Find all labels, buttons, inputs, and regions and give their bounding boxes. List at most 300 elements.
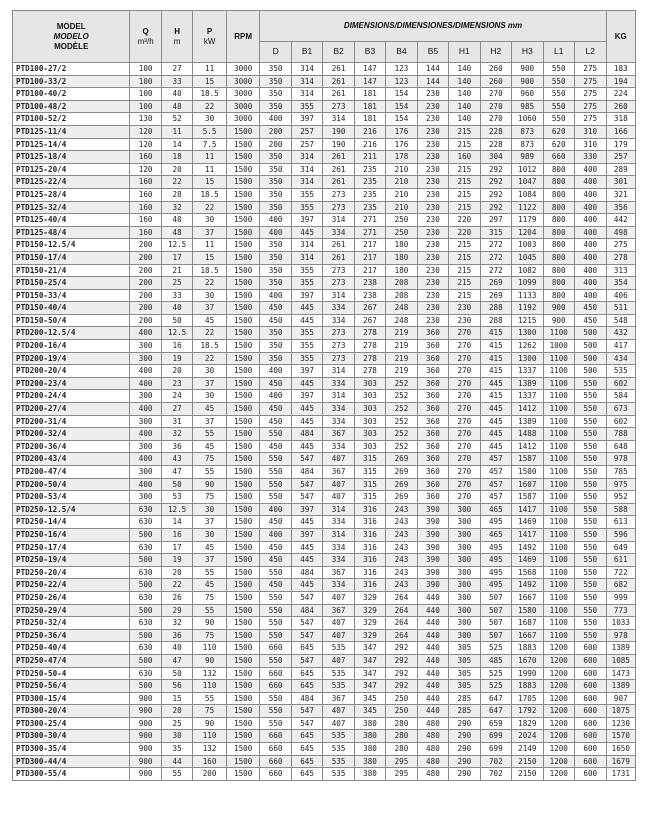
value-cell: 415 [480,340,511,353]
value-cell: 407 [323,705,354,718]
value-cell: 1412 [512,440,543,453]
value-cell: 30 [193,289,227,302]
value-cell: 1500 [226,188,260,201]
value-cell: 500 [130,604,161,617]
value-cell: 397 [291,390,322,403]
value-cell: 110 [193,680,227,693]
value-cell: 269 [386,478,417,491]
value-cell: 507 [480,629,511,642]
value-cell: 407 [323,491,354,504]
value-cell: 200 [130,302,161,315]
value-cell: 1500 [226,629,260,642]
value-cell: 547 [291,491,322,504]
value-cell: 1500 [226,642,260,655]
value-cell: 547 [291,591,322,604]
value-cell: 210 [386,201,417,214]
value-cell: 219 [386,352,417,365]
value-cell: 140 [449,113,480,126]
value-cell: 37 [193,226,227,239]
value-cell: 219 [386,340,417,353]
table-row [13,491,636,504]
value-cell: 32 [161,617,192,630]
value-cell: 400 [574,264,606,277]
value-cell: 360 [417,403,448,416]
value-cell: 400 [130,453,161,466]
value-cell: 550 [574,478,606,491]
value-cell: 305 [449,642,480,655]
value-cell: 110 [193,642,227,655]
model-cell: PTD150-21/4 [13,264,130,277]
value-cell: 1100 [543,554,574,567]
value-cell: 457 [480,491,511,504]
value-cell: 600 [574,705,606,718]
value-cell: 360 [417,415,448,428]
model-cell: PTD300-30/4 [13,730,130,743]
model-cell: PTD250-56/4 [13,680,130,693]
table-row [13,100,636,113]
value-cell: 550 [260,428,291,441]
model-cell: PTD150-17/4 [13,251,130,264]
value-cell: 15 [193,251,227,264]
value-cell: 230 [417,277,448,290]
value-cell: 270 [449,491,480,504]
value-cell: 216 [354,138,385,151]
value-cell: 215 [449,125,480,138]
value-cell: 228 [480,138,511,151]
model-cell: PTD100-27/2 [13,63,130,76]
value-cell: 290 [449,755,480,768]
value-cell: 400 [130,403,161,416]
value-cell: 180 [386,239,417,252]
value-cell: 1990 [512,667,543,680]
value-cell: 160 [130,201,161,214]
value-cell: 261 [323,151,354,164]
value-cell: 500 [574,340,606,353]
value-cell: 1500 [226,705,260,718]
value-cell: 900 [130,730,161,743]
value-cell: 480 [417,730,448,743]
value-cell: 500 [130,680,161,693]
value-cell: 350 [260,100,291,113]
value-cell: 314 [323,390,354,403]
model-cell: PTD150-33/4 [13,289,130,302]
value-cell: 367 [323,692,354,705]
value-cell: 1500 [226,138,260,151]
value-cell: 261 [323,63,354,76]
value-cell: 22 [193,277,227,290]
value-cell: 1100 [543,629,574,642]
value-cell: 304 [480,151,511,164]
value-cell: 230 [449,302,480,315]
value-cell: 278 [354,340,385,353]
value-cell: 535 [323,768,354,781]
table-row [13,314,636,327]
table-row [13,453,636,466]
value-cell: 55 [193,466,227,479]
value-cell: 440 [417,604,448,617]
model-cell: PTD100-33/2 [13,75,130,88]
value-cell: 699 [480,730,511,743]
value-cell: 445 [291,377,322,390]
value-cell: 495 [480,554,511,567]
value-cell: 500 [574,352,606,365]
value-cell: 450 [260,516,291,529]
value-cell: 314 [323,214,354,227]
value-cell: 75 [193,491,227,504]
power-header [193,11,227,63]
value-cell: 1500 [226,755,260,768]
value-cell: 2150 [512,755,543,768]
value-cell: 400 [260,289,291,302]
value-cell: 303 [354,415,385,428]
value-cell: 367 [323,604,354,617]
model-cell: PTD150-25/4 [13,277,130,290]
value-cell: 32 [161,428,192,441]
value-cell: 316 [354,516,385,529]
value-cell: 1488 [512,428,543,441]
value-cell: 722 [606,566,635,579]
value-cell: 230 [417,226,448,239]
value-cell: 347 [354,642,385,655]
value-cell: 17 [161,251,192,264]
dimension-col-header: D [260,42,291,63]
value-cell: 1829 [512,717,543,730]
value-cell: 243 [386,541,417,554]
value-cell: 316 [354,579,385,592]
value-cell: 355 [291,100,322,113]
model-cell: PTD100-40/2 [13,88,130,101]
value-cell: 500 [130,654,161,667]
value-cell: 1100 [543,440,574,453]
value-cell: 238 [354,277,385,290]
value-cell: 313 [606,264,635,277]
value-cell: 400 [260,503,291,516]
value-cell: 900 [543,314,574,327]
value-cell: 7.5 [193,138,227,151]
value-cell: 584 [606,390,635,403]
value-cell: 445 [480,415,511,428]
value-cell: 32 [161,201,192,214]
value-cell: 900 [130,768,161,781]
value-cell: 407 [323,478,354,491]
value-cell: 660 [260,730,291,743]
value-cell: 550 [543,113,574,126]
value-cell: 295 [386,768,417,781]
value-cell: 270 [449,377,480,390]
table-row [13,528,636,541]
value-cell: 120 [130,163,161,176]
value-cell: 390 [417,566,448,579]
value-cell: 1122 [512,201,543,214]
value-cell: 235 [354,176,385,189]
value-cell: 1300 [512,352,543,365]
value-cell: 243 [386,554,417,567]
table-row [13,541,636,554]
value-cell: 220 [449,214,480,227]
dimension-col-header: L2 [574,42,606,63]
value-cell: 800 [543,163,574,176]
value-cell: 434 [606,352,635,365]
value-cell: 800 [543,277,574,290]
model-cell: PTD200-12.5/4 [13,327,130,340]
value-cell: 484 [291,566,322,579]
value-cell: 272 [480,239,511,252]
value-cell: 123 [386,63,417,76]
table-row [13,654,636,667]
table-row [13,188,636,201]
value-cell: 230 [417,201,448,214]
model-cell: PTD250-16/4 [13,528,130,541]
value-cell: 630 [130,667,161,680]
value-cell: 264 [386,604,417,617]
value-cell: 1200 [543,755,574,768]
value-cell: 550 [260,566,291,579]
value-cell: 367 [323,428,354,441]
value-cell: 702 [480,755,511,768]
dimension-col-header: L1 [543,42,574,63]
value-cell: 43 [161,453,192,466]
value-cell: 271 [354,214,385,227]
value-cell: 900 [130,755,161,768]
model-cell: PTD200-23/4 [13,377,130,390]
value-cell: 1500 [226,327,260,340]
model-cell: PTD125-28/4 [13,188,130,201]
table-row [13,440,636,453]
value-cell: 1500 [226,415,260,428]
value-cell: 450 [260,440,291,453]
model-cell: PTD125-40/4 [13,214,130,227]
value-cell: 75 [193,705,227,718]
value-cell: 440 [417,705,448,718]
value-cell: 500 [574,365,606,378]
value-cell: 15 [161,692,192,705]
value-cell: 645 [291,680,322,693]
value-cell: 360 [417,327,448,340]
value-cell: 1337 [512,390,543,403]
value-cell: 450 [574,314,606,327]
value-cell: 550 [543,75,574,88]
value-cell: 178 [386,151,417,164]
value-cell: 190 [323,125,354,138]
value-cell: 314 [291,239,322,252]
model-cell: PTD250-19/4 [13,554,130,567]
value-cell: 1670 [512,654,543,667]
dimensions-header [260,11,606,42]
value-cell: 252 [386,428,417,441]
value-cell: 300 [130,340,161,353]
value-cell: 550 [574,377,606,390]
value-cell: 90 [193,478,227,491]
value-cell: 314 [323,113,354,126]
value-cell: 952 [606,491,635,504]
value-cell: 1500 [226,491,260,504]
value-cell: 22 [161,176,192,189]
value-cell: 1075 [606,705,635,718]
table-row [13,352,636,365]
value-cell: 3000 [226,100,260,113]
value-cell: 800 [543,289,574,302]
model-cell: PTD250-40/4 [13,642,130,655]
value-cell: 660 [260,680,291,693]
value-cell: 75 [193,591,227,604]
value-cell: 550 [260,466,291,479]
value-cell: 275 [574,88,606,101]
model-cell: PTD250-12.5/4 [13,503,130,516]
value-cell: 1047 [512,176,543,189]
value-cell: 1500 [226,151,260,164]
value-cell: 450 [260,579,291,592]
value-cell: 11 [193,239,227,252]
value-cell: 36 [161,440,192,453]
model-cell: PTD250-26/4 [13,591,130,604]
value-cell: 432 [606,327,635,340]
value-cell: 355 [291,340,322,353]
value-cell: 550 [260,717,291,730]
value-cell: 18.5 [193,88,227,101]
value-cell: 1100 [543,352,574,365]
table-row [13,403,636,416]
model-cell: PTD125-22/4 [13,176,130,189]
value-cell: 457 [480,466,511,479]
value-cell: 1500 [226,125,260,138]
value-cell: 630 [130,617,161,630]
value-cell: 484 [291,692,322,705]
value-cell: 30 [161,730,192,743]
value-cell: 181 [354,113,385,126]
model-header-es: MODELO [53,31,89,41]
value-cell: 18.5 [193,264,227,277]
table-row [13,768,636,781]
value-cell: 1389 [512,415,543,428]
value-cell: 407 [323,453,354,466]
table-row [13,692,636,705]
value-cell: 27 [161,63,192,76]
value-cell: 290 [449,730,480,743]
value-cell: 290 [449,743,480,756]
value-cell: 44 [161,755,192,768]
value-cell: 1100 [543,390,574,403]
value-cell: 407 [323,591,354,604]
value-cell: 356 [606,201,635,214]
value-cell: 55 [193,604,227,617]
value-cell: 390 [417,528,448,541]
value-cell: 500 [130,629,161,642]
value-cell: 160 [130,176,161,189]
value-cell: 1667 [512,629,543,642]
value-cell: 19 [161,554,192,567]
value-cell: 648 [606,440,635,453]
table-row [13,289,636,302]
value-cell: 33 [161,75,192,88]
value-cell: 1500 [226,680,260,693]
value-cell: 550 [574,528,606,541]
value-cell: 215 [449,176,480,189]
value-cell: 292 [386,642,417,655]
value-cell: 1000 [543,340,574,353]
value-cell: 90 [193,654,227,667]
value-cell: 1012 [512,163,543,176]
table-row [13,591,636,604]
value-cell: 1500 [226,466,260,479]
value-cell: 160 [449,151,480,164]
value-cell: 285 [449,705,480,718]
value-cell: 442 [606,214,635,227]
value-cell: 550 [574,491,606,504]
model-cell: PTD200-47/4 [13,466,130,479]
table-row [13,680,636,693]
value-cell: 300 [130,415,161,428]
value-cell: 900 [130,717,161,730]
value-cell: 1100 [543,415,574,428]
value-cell: 300 [449,604,480,617]
value-cell: 315 [354,453,385,466]
table-row [13,503,636,516]
model-cell: PTD250-32/4 [13,617,130,630]
value-cell: 273 [323,340,354,353]
model-cell: PTD150-50/4 [13,314,130,327]
model-cell: PTD200-32/4 [13,428,130,441]
value-cell: 278 [354,352,385,365]
value-cell: 400 [130,377,161,390]
value-cell: 800 [543,251,574,264]
value-cell: 1500 [226,214,260,227]
head-header-unit: m [173,36,181,46]
value-cell: 360 [417,340,448,353]
model-cell: PTD125-18/4 [13,151,130,164]
table-row [13,88,636,101]
table-row [13,340,636,353]
value-cell: 1500 [226,743,260,756]
value-cell: 215 [449,138,480,151]
model-cell: PTD300-15/4 [13,692,130,705]
value-cell: 208 [386,289,417,302]
value-cell: 1500 [226,403,260,416]
value-cell: 160 [130,151,161,164]
value-cell: 334 [323,554,354,567]
value-cell: 660 [543,151,574,164]
value-cell: 273 [323,264,354,277]
value-cell: 75 [193,629,227,642]
value-cell: 600 [574,692,606,705]
value-cell: 1500 [226,302,260,315]
value-cell: 1500 [226,239,260,252]
value-cell: 215 [449,239,480,252]
table-row [13,554,636,567]
value-cell: 278 [354,327,385,340]
value-cell: 272 [480,251,511,264]
value-cell: 1100 [543,566,574,579]
value-cell: 417 [606,340,635,353]
value-cell: 1500 [226,768,260,781]
value-cell: 773 [606,604,635,617]
value-cell: 613 [606,516,635,529]
value-cell: 999 [606,591,635,604]
value-cell: 400 [130,428,161,441]
model-cell: PTD300-25/4 [13,717,130,730]
value-cell: 380 [354,730,385,743]
value-cell: 450 [260,314,291,327]
value-cell: 194 [606,75,635,88]
value-cell: 550 [260,604,291,617]
value-cell: 445 [291,302,322,315]
value-cell: 230 [417,239,448,252]
value-cell: 321 [606,188,635,201]
dimension-col-header: B5 [417,42,448,63]
value-cell: 50 [161,314,192,327]
value-cell: 270 [449,466,480,479]
value-cell: 390 [417,554,448,567]
value-cell: 292 [480,201,511,214]
